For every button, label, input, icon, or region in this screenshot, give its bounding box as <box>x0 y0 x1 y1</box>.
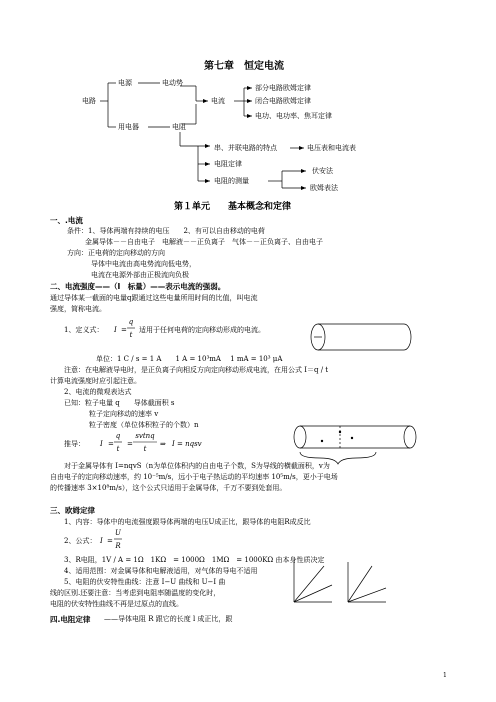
s1-conditions: 条件：1、导体两端有持续的电压 2、有可以自由移动的电荷 <box>67 227 265 235</box>
s1-direction: 方向：正电荷的定向移动的方向 <box>67 249 165 257</box>
s1-dir-2: 导体中电流由高电势流向低电势， <box>91 260 196 268</box>
s2-para-3: 的传播速率 3×10⁸m/s），这个公式只适用于金属导体，千万不要到处套用。 <box>50 484 287 492</box>
s2-derive-I: I <box>100 440 103 448</box>
s3-item5-3: 电阻的伏安特性曲线不再是过原点的直线。 <box>50 600 183 608</box>
s2-derive-result: I = nqsv <box>172 440 202 448</box>
s3-formula-U: U <box>115 529 121 537</box>
map-current: 电流 <box>211 97 225 105</box>
s2-derive-arrow: ⇒ <box>160 440 166 448</box>
s1-dir-3: 电流在电源外部由正极流向负极 <box>91 271 189 279</box>
s2-known-2: 粒子定向移动的速率 v <box>89 410 159 418</box>
s2-def-2: 强度，简称电流。 <box>50 305 106 313</box>
s2-formula-eq: = <box>121 326 127 334</box>
s2-note-1: 注意：在电解液导电时，是正负离子向相反方向定向移动形成电流，在用公式 I＝q / t <box>64 366 329 374</box>
s3-formula-pre: 2、公式： <box>64 537 97 545</box>
s2-known-3: 粒子密度（单位体积粒子的个数）n <box>89 421 199 429</box>
s2-derive-label: 推导： <box>64 440 85 448</box>
map-power: 电功、电功率、焦耳定律 <box>255 112 332 120</box>
unit-title: 第１单元 基本概念和定律 <box>174 202 292 212</box>
chapter-title: 第七章 恒定电流 <box>204 61 284 72</box>
s2-para-1: 对于金属导体有 I=nqvS（n为单位体积内的自由电子个数，S为导线的横截面积，v为 <box>64 462 330 470</box>
map-emf: 电动势 <box>162 79 183 87</box>
s2-known-1: 已知：粒子电量 q 导体截面积 s <box>64 399 175 407</box>
page-number: 1 <box>443 672 447 679</box>
map-series-parallel: 串、并联电路的特点 <box>214 144 277 152</box>
s3-formula-R: R <box>115 542 121 550</box>
s2-formula-pre: 1、定义式： <box>64 326 104 334</box>
s3-item5: 5、电阻的伏安特性曲线：注意 I−U 曲线和 U−I 曲 <box>64 578 226 586</box>
map-ohmmeter: 欧姆表法 <box>310 184 338 192</box>
s2-formula-t: t <box>129 331 133 339</box>
s2-derive-t2: t <box>143 445 147 453</box>
map-root: 电路 <box>82 97 96 105</box>
s2-formula-I: I <box>114 326 117 334</box>
map-ohm-partial: 部分电路欧姆定律 <box>255 84 311 92</box>
s2-formula-post: 适用于任何电荷的定向移动形成的电流。 <box>139 326 265 334</box>
map-meter: 电压表和电流表 <box>307 144 356 152</box>
s3-item5-2: 线的区别.还要注意：当考虑到电阻率随温度的变化时， <box>50 589 221 597</box>
map-source: 电源 <box>118 79 132 87</box>
s3-formula-eq: = <box>107 537 113 545</box>
map-voltammetry: 伏安法 <box>312 167 333 175</box>
s2-derive-eq: = <box>108 440 114 448</box>
s2-micro: 2、电流的微观表达式 <box>64 388 132 396</box>
s3-item4: 4、适用范围：对金属导体和电解液适用，对气体的导电不适用 <box>64 567 258 575</box>
s2-derive-eq2: = <box>127 440 133 448</box>
s2-para-2: 自由电子的定向移动速率，约 10⁻⁵m/s，远小于电子热运动的平均速率 10⁵m/s，更小于电场 <box>50 473 338 481</box>
s1-carriers: 金属导体－－自由电子 电解液－－正负离子 气体－－正负离子、自由电子 <box>85 238 323 246</box>
map-res-measure: 电阻的测量 <box>214 177 249 185</box>
s3-heading: 三、欧姆定律 <box>50 506 95 515</box>
s3-item3: 3、R电阻，1V / A = 1Ω 1KΩ = 1000Ω 1MΩ = 1000KΩ 由本身性质决定 <box>64 556 325 564</box>
map-res-law: 电阻定律 <box>214 160 242 168</box>
s2-derive-svtnq: svtnq <box>135 432 155 440</box>
map-resistance: 电阻 <box>172 123 186 131</box>
s2-formula-q: q <box>128 318 134 326</box>
s4-heading: 四.电阻定律 <box>50 615 91 624</box>
s3-item1: 1、内容：导体中的电流强度跟导体两端的电压U成正比，跟导体的电阻R成反比 <box>64 518 311 526</box>
s2-heading: 二、电流强度——（I 标量）——表示电流的强弱。 <box>50 282 226 291</box>
s2-derive-q: q <box>115 432 121 440</box>
s4-text: ——导体电阻 R 跟它的长度 l 成正比，跟 <box>104 615 233 623</box>
s2-derive-t: t <box>116 445 120 453</box>
map-appliance: 用电器 <box>118 123 139 131</box>
map-ohm-closed: 闭合电路欧姆定律 <box>255 97 311 105</box>
s2-def-1: 通过导体某一截面的电量q跟通过这些电量所用时间的比值，叫电流 <box>50 294 258 302</box>
s1-heading: 一、.电流 <box>50 216 83 225</box>
s3-formula-I: I <box>100 537 103 545</box>
s2-note-2: 计算电流强度时应引起注意。 <box>50 377 141 385</box>
s2-units: 单位：1 C / s = 1 A 1 A = 10³mA 1 mA = 10³ μA <box>96 355 283 363</box>
